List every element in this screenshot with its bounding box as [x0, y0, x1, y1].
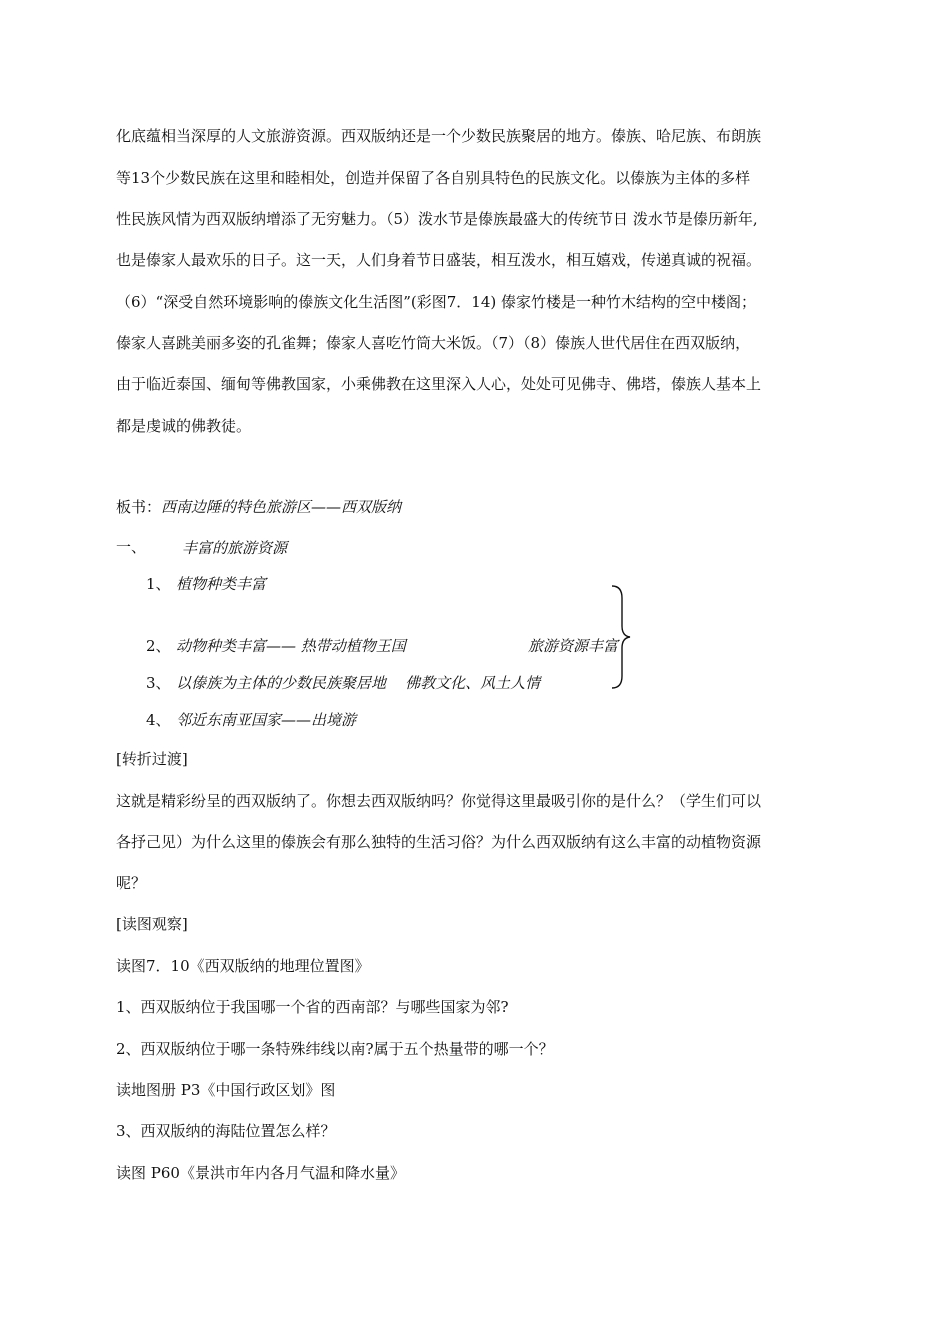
- intro-line: 化底蕴相当深厚的人文旅游资源。西双版纳还是一个少数民族聚居的地方。傣族、哈尼族、布朗族: [116, 127, 762, 145]
- observe-line: 读图7．10《西双版纳的地理位置图》: [116, 957, 370, 975]
- observe-line: 2、西双版纳位于哪一条特殊纬线以南?属于五个热量带的哪一个？: [116, 1040, 554, 1058]
- transition-line: 各抒己见）为什么这里的傣族会有那么独特的生活习俗？为什么西双版纳有这么丰富的动植物资源: [116, 833, 762, 851]
- observe-line: 读图 P60《景洪市年内各月气温和降水量》: [116, 1164, 405, 1182]
- intro-line: 性民族风情为西双版纳增添了无穷魅力。（5）泼水节是傣族最盛大的传统节日 泼水节是傣历新年,: [116, 210, 758, 228]
- intro-line: 都是虔诚的佛教徒。: [116, 417, 252, 435]
- section-number: 一、: [116, 538, 147, 556]
- intro-line: 傣家人喜跳美丽多姿的孔雀舞；傣家人喜吃竹筒大米饭。（7）（8）傣族人世代居住在西双版纳，: [116, 334, 751, 352]
- board-title: 西南边陲的特色旅游区——西双版纳: [161, 498, 402, 516]
- board-heading: [116, 497, 401, 517]
- intro-line: 由于临近泰国、缅甸等佛教国家，小乘佛教在这里深入人心，处处可见佛寺、佛塔，傣族人基本上: [116, 375, 762, 393]
- board-item-text: 以傣族为主体的少数民族聚居地 佛教文化、风土人情: [176, 674, 541, 692]
- board-label: 板书：: [116, 498, 162, 516]
- observe-line: 1、西双版纳位于我国哪一个省的西南部？与哪些国家为邻?: [116, 998, 509, 1016]
- brace-label: 旅游资源丰富: [528, 637, 619, 655]
- board-item-number: 2、: [146, 637, 171, 655]
- board-item-text: 邻近东南亚国家——出境游: [176, 711, 357, 729]
- intro-line: 等13个少数民族在这里和睦相处，创造并保留了各自别具特色的民族文化。以傣族为主体的多样: [116, 169, 751, 187]
- intro-line: （6）“深受自然环境影响的傣族文化生活图”(彩图7．14) 傣家竹楼是一种竹木结构的空中楼阁；: [116, 293, 756, 311]
- board-section: [116, 537, 146, 557]
- board-item-number: 3、: [146, 674, 171, 692]
- board-item-text: 植物种类丰富: [176, 575, 267, 593]
- observe-line: 读地图册 P3《中国行政区划》图: [116, 1081, 336, 1099]
- right-brace-icon: [608, 584, 638, 690]
- transition-heading: [转折过渡]: [116, 750, 188, 768]
- observe-line: 3、西双版纳的海陆位置怎么样？: [116, 1122, 336, 1140]
- transition-line: 呢？: [116, 874, 147, 892]
- board-item-number: 4、: [146, 711, 171, 729]
- board-item-number: 1、: [146, 575, 171, 593]
- observe-heading: [读图观察]: [116, 915, 188, 933]
- intro-line: 也是傣家人最欢乐的日子。这一天，人们身着节日盛装，相互泼水，相互嬉戏，传递真诚的祝福。: [116, 251, 762, 269]
- section-title: 丰富的旅游资源: [182, 539, 288, 557]
- transition-line: 这就是精彩纷呈的西双版纳了。你想去西双版纳吗？你觉得这里最吸引你的是什么？（学生们可以: [116, 792, 762, 810]
- board-item-text: 动物种类丰富—— 热带动植物王国: [176, 637, 406, 655]
